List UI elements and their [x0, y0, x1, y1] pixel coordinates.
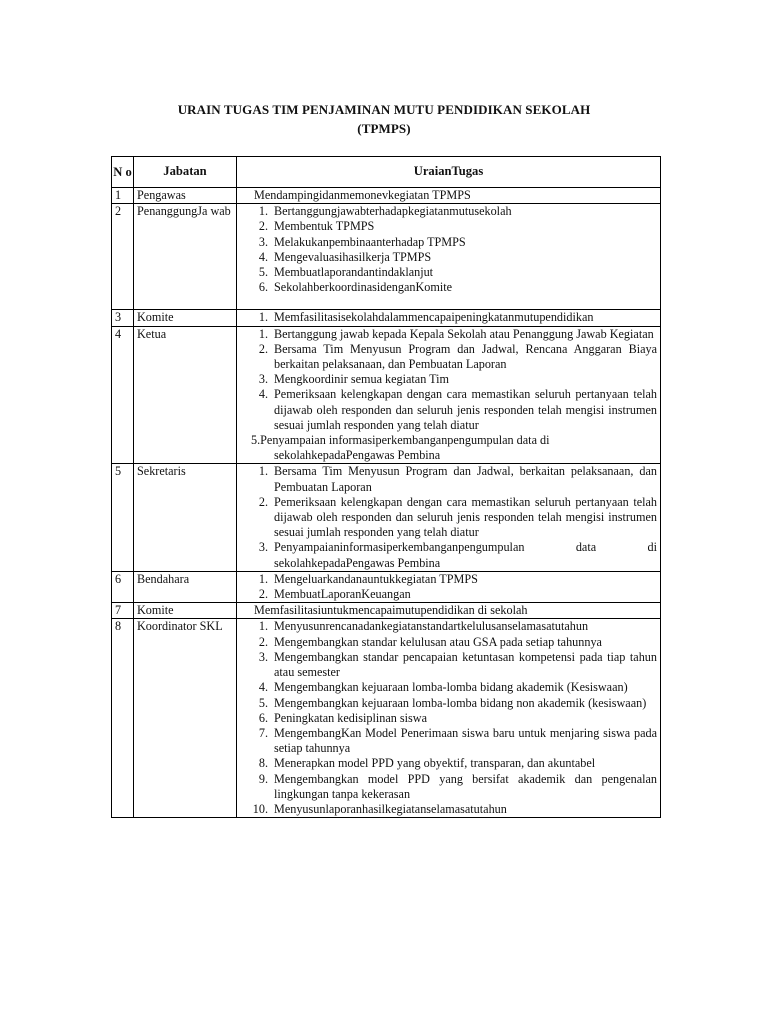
- duty-item: 1. Mengeluarkandanauntukkegiatan TPMPS: [258, 571, 478, 586]
- duty-list: [240, 327, 657, 433]
- duty-item-text: MembuatLaporanKeuangan: [274, 587, 411, 602]
- duty-list: [240, 204, 657, 295]
- duty-extra-line: sekolahkepadaPengawas Pembina: [274, 448, 441, 463]
- duty-item: 7. MengembangKan Model Penerimaan siswa baru untuk menjaring siswa pada setiap tahunnya: [258, 725, 657, 756]
- duty-item: 2. Pemeriksaan kelengkapan dengan cara memastikan seluruh pertanyaan telah dijawab oleh responden dan seluruh jenis responden telah mengisi instrumen sesuai jumlah responden yang telah diatur: [258, 494, 657, 540]
- title-line-2: (TPMPS): [357, 121, 411, 136]
- duty-item: 1. Menyusunrencanadankegiatanstandartkelulusanselamasatutahun: [258, 619, 589, 634]
- document-title: [0, 100, 768, 138]
- duty-item-text: Mengembangkan kejuaraan lomba-lomba bidang non akademik (kesiswaan): [274, 695, 647, 710]
- duty-list: [240, 310, 657, 325]
- table-row: [112, 464, 661, 571]
- duty-item-text: Membuatlaporandantindaklanjut: [274, 265, 434, 280]
- duty-item: 1. Bertanggungjawabterhadapkegiatanmutusekolah: [258, 204, 512, 219]
- duty-item: 4. Pemeriksaan kelengkapan dengan cara memastikan seluruh pertanyaan telah dijawab oleh responden dan seluruh jenis responden telah mengisi instrumen sesuai jumlah responden yang telah diatur: [258, 387, 657, 432]
- duty-item: 6. Peningkatan kedisiplinan siswa: [258, 710, 427, 725]
- row-uraian: [237, 619, 661, 818]
- duty-item-text: Melakukanpembinaanterhadap TPMPS: [274, 234, 466, 249]
- header-jabatan: Jabatan: [134, 157, 237, 188]
- duty-item-text: Penyampaianinformasiperkembanganpengumpulan data di sekolahkepadaPengawas Pembina: [274, 540, 657, 570]
- table-row: [112, 571, 661, 602]
- row-number: 7: [112, 603, 134, 619]
- row-jabatan: Ketua: [134, 326, 237, 464]
- table-header-row: [112, 157, 661, 188]
- duty-list: [240, 464, 657, 570]
- row-uraian: [237, 310, 661, 326]
- row-jabatan: Komite: [134, 603, 237, 619]
- duty-item: 8. Menerapkan model PPD yang obyektif, transparan, dan akuntabel: [258, 756, 596, 771]
- row-uraian: [237, 571, 661, 602]
- row-uraian: [237, 188, 661, 204]
- duty-item-text: SekolahberkoordinasidenganKomite: [274, 280, 453, 295]
- row-number: 1: [112, 188, 134, 204]
- row-number: 8: [112, 619, 134, 818]
- duty-item: 2. MembuatLaporanKeuangan: [258, 587, 411, 602]
- row-jabatan: PenanggungJa wab: [134, 204, 237, 310]
- duty-item-text: Memfasilitasisekolahdalammencapaipeningkatanmutupendidikan: [274, 310, 594, 325]
- row-number: 5: [112, 464, 134, 571]
- duty-item-text: Menyusunlaporanhasilkegiatanselamasatutahun: [274, 801, 507, 816]
- row-uraian: [237, 603, 661, 619]
- row-number: 2: [112, 204, 134, 310]
- duty-item: 3. Mengkoordinir semua kegiatan Tim: [258, 372, 450, 387]
- duty-item: 3. Melakukanpembinaanterhadap TPMPS: [258, 234, 466, 249]
- duty-item-text: Mengevaluasihasilkerja TPMPS: [274, 249, 432, 264]
- duty-list: [240, 572, 657, 602]
- duty-item: 1. Bersama Tim Menyusun Program dan Jadwal, berkaitan pelaksanaan, dan Pembuatan Laporan: [258, 464, 657, 494]
- duty-item-text: Mengembangkan standar pencapaian ketuntasan kompetensi pada tiap tahun atau semester: [274, 649, 657, 680]
- duty-item-text: Bertanggung jawab kepada Kepala Sekolah atau Penanggung Jawab Kegiatan: [274, 326, 654, 341]
- duty-item-text: Mengembangkan standar kelulusan atau GSA pada setiap tahunnya: [274, 634, 602, 649]
- duty-item-text: Mengeluarkandanauntukkegiatan TPMPS: [274, 571, 478, 586]
- duty-item: 3. Penyampaianinformasiperkembanganpengumpulan data di sekolahkepadaPengawas Pembina: [258, 540, 657, 570]
- duty-text: Memfasilitasiuntukmencapaimutupendidikan di sekolah: [254, 603, 528, 618]
- duty-item: 6. SekolahberkoordinasidenganKomite: [258, 280, 453, 295]
- duty-text: Mendampingidanmemonevkegiatan TPMPS: [254, 188, 471, 202]
- duty-item-text: Bersama Tim Menyusun Program dan Jadwal, berkaitan pelaksanaan, dan Pembuatan Laporan: [274, 464, 657, 494]
- duty-item: 3. Mengembangkan standar pencapaian ketuntasan kompetensi pada tiap tahun atau semester: [258, 649, 657, 680]
- table-row: [112, 603, 661, 619]
- row-number: 3: [112, 310, 134, 326]
- duty-extra-line: 5.Penyampaian informasiperkembanganpengumpulan data di: [251, 433, 550, 448]
- duty-item-text: Peningkatan kedisiplinan siswa: [274, 710, 427, 725]
- row-jabatan: Bendahara: [134, 571, 237, 602]
- row-jabatan: Komite: [134, 310, 237, 326]
- table-row: [112, 204, 661, 310]
- table-row: [112, 310, 661, 326]
- duty-item: 9. Mengembangkan model PPD yang bersifat akademik dan pengenalan lingkungan tanpa kekerasan: [258, 771, 657, 801]
- duty-item: 4. Mengembangkan kejuaraan lomba-lomba bidang akademik (Kesiswaan): [258, 680, 628, 695]
- table-row: [112, 326, 661, 464]
- duty-item-text: Pemeriksaan kelengkapan dengan cara memastikan seluruh pertanyaan telah dijawab oleh responden dan seluruh jenis responden telah mengisi instrumen sesuai jumlah responden yang telah diatur: [274, 494, 657, 540]
- header-uraian: UraianTugas: [237, 157, 661, 188]
- row-uraian: [237, 326, 661, 464]
- duty-item-text: Menyusunrencanadankegiatanstandartkelulusanselamasatutahun: [274, 619, 589, 634]
- row-number: 6: [112, 571, 134, 602]
- row-jabatan: Pengawas: [134, 188, 237, 204]
- duty-item: 10. Menyusunlaporanhasilkegiatanselamasatutahun: [252, 801, 507, 816]
- duty-item: 1. Memfasilitasisekolahdalammencapaipeningkatanmutupendidikan: [258, 310, 594, 325]
- duty-item-text: Menerapkan model PPD yang obyektif, transparan, dan akuntabel: [274, 756, 596, 771]
- duty-item: 5. Membuatlaporandantindaklanjut: [258, 265, 434, 280]
- row-uraian: [237, 464, 661, 571]
- duty-item: 2. Bersama Tim Menyusun Program dan Jadwal, Rencana Anggaran Biaya berkaitan pelaksanaan, dan Pembuatan Laporan: [258, 341, 657, 372]
- duty-table: [111, 156, 661, 818]
- duty-item-text: Bertanggungjawabterhadapkegiatanmutusekolah: [274, 204, 512, 219]
- table-row: [112, 619, 661, 818]
- row-jabatan: Koordinator SKL: [134, 619, 237, 818]
- duty-list: [240, 619, 657, 817]
- duty-item: 2. Mengembangkan standar kelulusan atau GSA pada setiap tahunnya: [258, 634, 602, 649]
- duty-item-text: Membentuk TPMPS: [274, 219, 375, 234]
- duty-item: 5. Mengembangkan kejuaraan lomba-lomba bidang non akademik (kesiswaan): [258, 695, 647, 710]
- duty-item-text: Mengembangkan kejuaraan lomba-lomba bidang akademik (Kesiswaan): [274, 680, 628, 695]
- duty-item-text: Mengkoordinir semua kegiatan Tim: [274, 372, 450, 387]
- duty-item: 1. Bertanggung jawab kepada Kepala Sekolah atau Penanggung Jawab Kegiatan: [258, 326, 654, 341]
- row-number: 4: [112, 326, 134, 464]
- table-row: [112, 188, 661, 204]
- header-no: N o: [112, 157, 134, 188]
- row-uraian: [237, 204, 661, 310]
- duty-item: 4. Mengevaluasihasilkerja TPMPS: [258, 249, 432, 264]
- title-line-1: URAIN TUGAS TIM PENJAMINAN MUTU PENDIDIKAN SEKOLAH: [177, 102, 591, 117]
- row-jabatan: Sekretaris: [134, 464, 237, 571]
- duty-item-text: MengembangKan Model Penerimaan siswa baru untuk menjaring siswa pada setiap tahunnya: [274, 725, 657, 756]
- duty-item: 2. Membentuk TPMPS: [258, 219, 375, 234]
- duty-item-text: Bersama Tim Menyusun Program dan Jadwal, Rencana Anggaran Biaya berkaitan pelaksanaan, dan Pembuatan Laporan: [274, 341, 657, 372]
- duty-item-text: Pemeriksaan kelengkapan dengan cara memastikan seluruh pertanyaan telah dijawab oleh responden dan seluruh jenis responden telah mengisi instrumen sesuai jumlah responden yang telah diatur: [274, 387, 657, 432]
- duty-item-text: Mengembangkan model PPD yang bersifat akademik dan pengenalan lingkungan tanpa kekerasan: [274, 771, 657, 801]
